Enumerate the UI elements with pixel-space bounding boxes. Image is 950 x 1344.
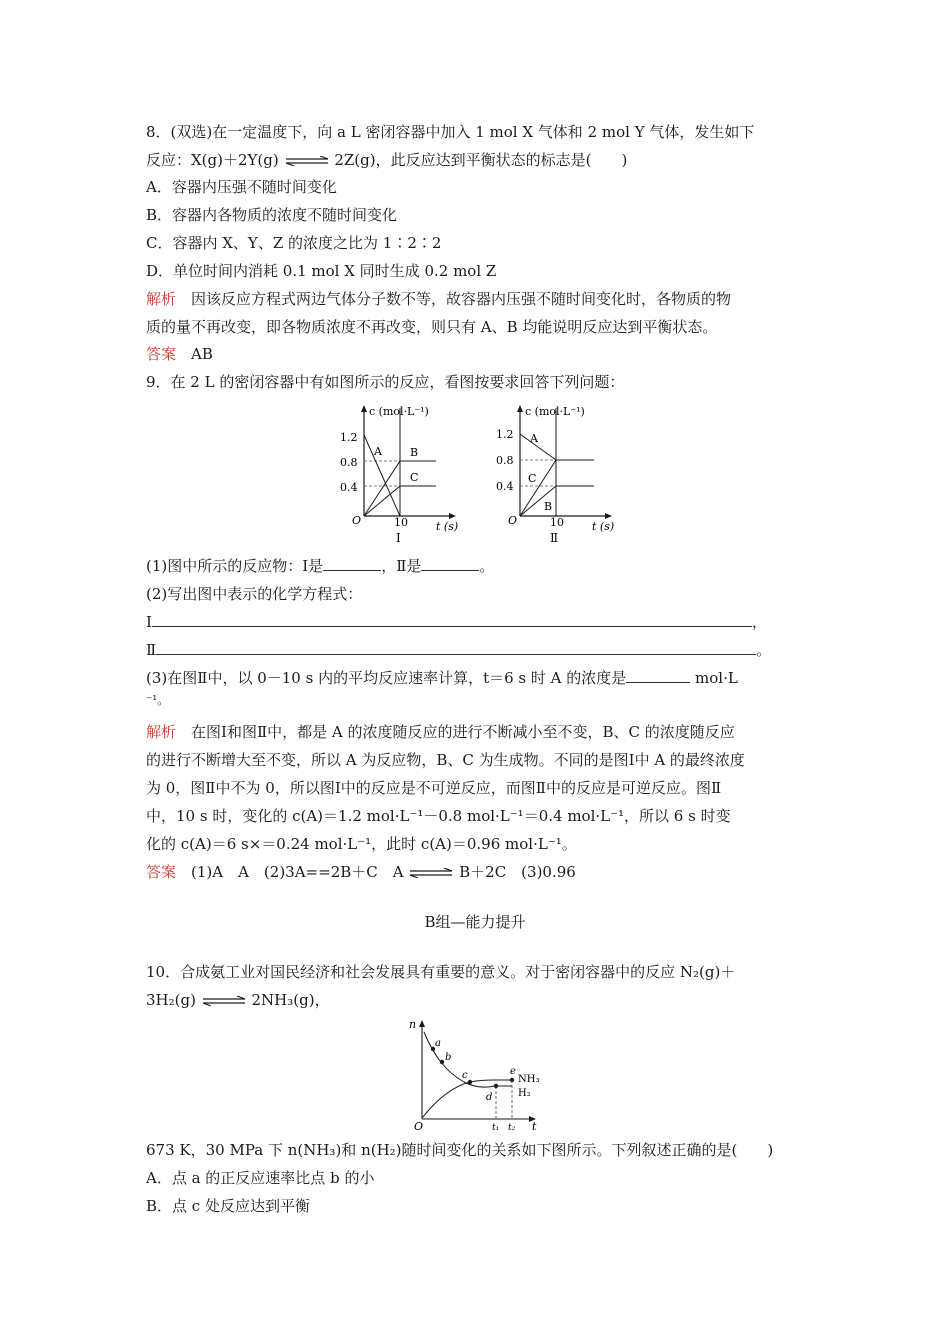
graph1-origin: O xyxy=(352,514,362,527)
q10-equation-right: 2NH₃(g)， xyxy=(251,991,330,1009)
q10-tick-t2: t₂ xyxy=(508,1123,516,1133)
q9-part2-ii-end: 。 xyxy=(756,641,772,659)
graph1-tick-0.4: 0.4 xyxy=(340,481,358,494)
graph1-tick-10: 10 xyxy=(394,516,408,529)
graph1-tick-1.2: 1.2 xyxy=(340,431,358,444)
reversible-arrow-icon xyxy=(408,868,454,878)
graph2-tick-0.8: 0.8 xyxy=(496,454,514,467)
q10-option-b: B．点 c 处反应达到平衡 xyxy=(146,1197,310,1215)
graph2-tick-1.2: 1.2 xyxy=(496,428,514,441)
q10-option-a: A．点 a 的正反应速率比点 b 的小 xyxy=(146,1169,375,1187)
q8-stem-line2 xyxy=(146,150,627,170)
graph1-x-axis-label: t (s) xyxy=(436,520,459,533)
q9-part2-i-end: ， xyxy=(751,613,767,631)
graph1-curve-a xyxy=(364,435,400,516)
q10-label-h2: H₂ xyxy=(518,1088,531,1099)
q8-analysis-line2: 质的量不再改变，即各物质浓度不再改变，则只有 A、B 均能说明反应达到平衡状态。 xyxy=(146,318,718,336)
q9-part2-ii-label: Ⅱ xyxy=(146,641,157,659)
q10-stem-line2 xyxy=(146,990,330,1010)
reversible-arrow-icon xyxy=(284,156,330,166)
graph2-x-axis-label: t (s) xyxy=(592,520,615,533)
q9-blank-2[interactable] xyxy=(421,556,479,571)
q9-blank-3[interactable] xyxy=(626,668,690,683)
q10-tick-t1: t₁ xyxy=(492,1123,500,1133)
q10-graph xyxy=(404,1016,554,1134)
q8-equation-left: 反应：X(g)＋2Y(g) xyxy=(146,151,279,169)
q9-part2-i-label: Ⅰ xyxy=(146,613,152,631)
graph1-label-c: C xyxy=(410,471,419,484)
q9-part1-text: (1)图中所示的反应物：Ⅰ是 xyxy=(146,557,324,575)
q10-point-e: e xyxy=(510,1066,516,1077)
q8-answer-text: AB xyxy=(176,345,213,363)
q9-part1-mid: ，Ⅱ是 xyxy=(381,557,422,575)
q9-analysis-text1: 在图Ⅰ和图Ⅱ中，都是 A 的浓度随反应的进行不断减小至不变，B、C 的浓度随反应 xyxy=(176,723,735,741)
q9-blank-1[interactable] xyxy=(323,556,381,571)
q9-answer xyxy=(146,862,576,882)
graph2-label-a: A xyxy=(530,432,538,445)
q10-stem-line1: 10．合成氨工业对国民经济和社会发展具有重要的意义。对于密闭容器中的反应 N₂(g)＋ xyxy=(146,963,736,981)
q9-graph-1 xyxy=(336,402,460,548)
q9-answer-text: (1)A A (2)3A==2B＋C A xyxy=(176,863,404,881)
reversible-arrow-icon xyxy=(201,996,247,1006)
q8-analysis-label: 解析 xyxy=(146,290,177,308)
q10-stem-line3: 673 K，30 MPa 下 n(NH₃)和 n(H₂)随时间变化的关系如下图所示。下列叙述正确的是( ) xyxy=(146,1141,774,1159)
q9-stem: 9．在 2 L 的密闭容器中有如图所示的反应，看图按要求回答下列问题： xyxy=(146,373,625,391)
graph2-label-c: C xyxy=(528,472,537,485)
q8-analysis-text1: 因该反应方程式两边气体分子数不等，故容器内压强不随时间变化时，各物质的物 xyxy=(176,290,732,308)
graph2-origin: O xyxy=(508,514,518,527)
q8-stem-line1: 8．(双选)在一定温度下，向 a L 密闭容器中加入 1 mol X 气体和 2 mol Y 气体，发生如下 xyxy=(146,123,755,141)
q9-part3-unit: mol·L xyxy=(690,669,738,687)
graph2-y-axis-label: c (mol·L⁻¹) xyxy=(525,405,585,418)
q10-axis-t: t xyxy=(532,1120,537,1133)
section-b-title: B组—能力提升 xyxy=(424,913,526,931)
graph1-curve-b xyxy=(364,461,400,516)
graph1-tick-0.8: 0.8 xyxy=(340,456,358,469)
graph1-caption: Ⅰ xyxy=(396,531,401,545)
q8-answer xyxy=(146,344,213,364)
graph1-y-axis-label: c (mol·L⁻¹) xyxy=(369,405,429,418)
q9-analysis-line3: 为 0，图Ⅱ中不为 0，所以图Ⅰ中的反应是不可逆反应，而图Ⅱ中的反应是可逆反应。图Ⅱ xyxy=(146,779,722,797)
q9-analysis-line1 xyxy=(146,722,735,742)
graph2-label-b: B xyxy=(544,500,553,513)
q10-axis-n: n xyxy=(409,1018,417,1031)
q9-answer-label: 答案 xyxy=(146,863,177,881)
q9-part2-ii xyxy=(146,640,771,660)
q9-part2-i xyxy=(146,612,767,632)
q9-part1-end: 。 xyxy=(479,557,495,575)
q10-label-nh3: NH₃ xyxy=(518,1074,540,1085)
q8-equation-right: 2Z(g)，此反应达到平衡状态的标志是( ) xyxy=(334,151,628,169)
q9-part1 xyxy=(146,556,494,576)
q9-blank-eq1[interactable] xyxy=(152,612,752,627)
q9-graph-2 xyxy=(492,402,616,548)
q9-analysis-line5: 化的 c(A)＝6 s×＝0.24 mol·L⁻¹，此时 c(A)＝0.96 mol·L⁻¹。 xyxy=(146,835,577,853)
q8-answer-label: 答案 xyxy=(146,345,177,363)
q10-point-a: a xyxy=(435,1038,441,1049)
q9-answer-text-2: B＋2C (3)0.96 xyxy=(459,863,576,881)
q9-blank-eq2[interactable] xyxy=(156,640,756,655)
q9-analysis-label: 解析 xyxy=(146,723,177,741)
q9-part2: (2)写出图中表示的化学方程式： xyxy=(146,585,363,603)
q8-option-c: C．容器内 X、Y、Z 的浓度之比为 1∶2∶2 xyxy=(146,234,442,252)
q8-option-a: A．容器内压强不随时间变化 xyxy=(146,178,337,196)
q10-equation-left: 3H₂(g) xyxy=(146,991,196,1009)
q9-part3-unit-end: ⁻¹。 xyxy=(146,693,170,707)
graph2-caption: Ⅱ xyxy=(550,531,559,545)
q10-point-d: d xyxy=(486,1092,493,1103)
q8-option-b: B．容器内各物质的浓度不随时间变化 xyxy=(146,206,398,224)
q8-option-d: D．单位时间内消耗 0.1 mol X 同时生成 0.2 mol Z xyxy=(146,262,497,280)
q10-point-c: c xyxy=(462,1070,468,1081)
q9-analysis-line4: 中，10 s 时，变化的 c(A)＝1.2 mol·L⁻¹－0.8 mol·L⁻¹＝0.4 mol·L⁻¹，所以 6 s 时变 xyxy=(146,807,731,825)
q8-analysis-line1 xyxy=(146,289,731,309)
q9-part3-text: (3)在图Ⅱ中，以 0－10 s 内的平均反应速率计算，t＝6 s 时 A 的浓度是 xyxy=(146,669,627,687)
graph2-curve-a xyxy=(520,434,556,460)
q10-origin: O xyxy=(414,1120,424,1133)
q10-point-b: b xyxy=(445,1052,452,1063)
q9-analysis-line2: 的进行不断增大至不变，所以 A 为反应物，B、C 为生成物。不同的是图Ⅰ中 A 的最终浓度 xyxy=(146,751,745,769)
q9-part3 xyxy=(146,668,738,688)
graph1-label-b: B xyxy=(410,446,419,459)
graph1-label-a: A xyxy=(374,445,382,458)
graph1-curve-c xyxy=(364,486,400,516)
graph2-tick-10: 10 xyxy=(550,516,564,529)
graph2-tick-0.4: 0.4 xyxy=(496,480,514,493)
